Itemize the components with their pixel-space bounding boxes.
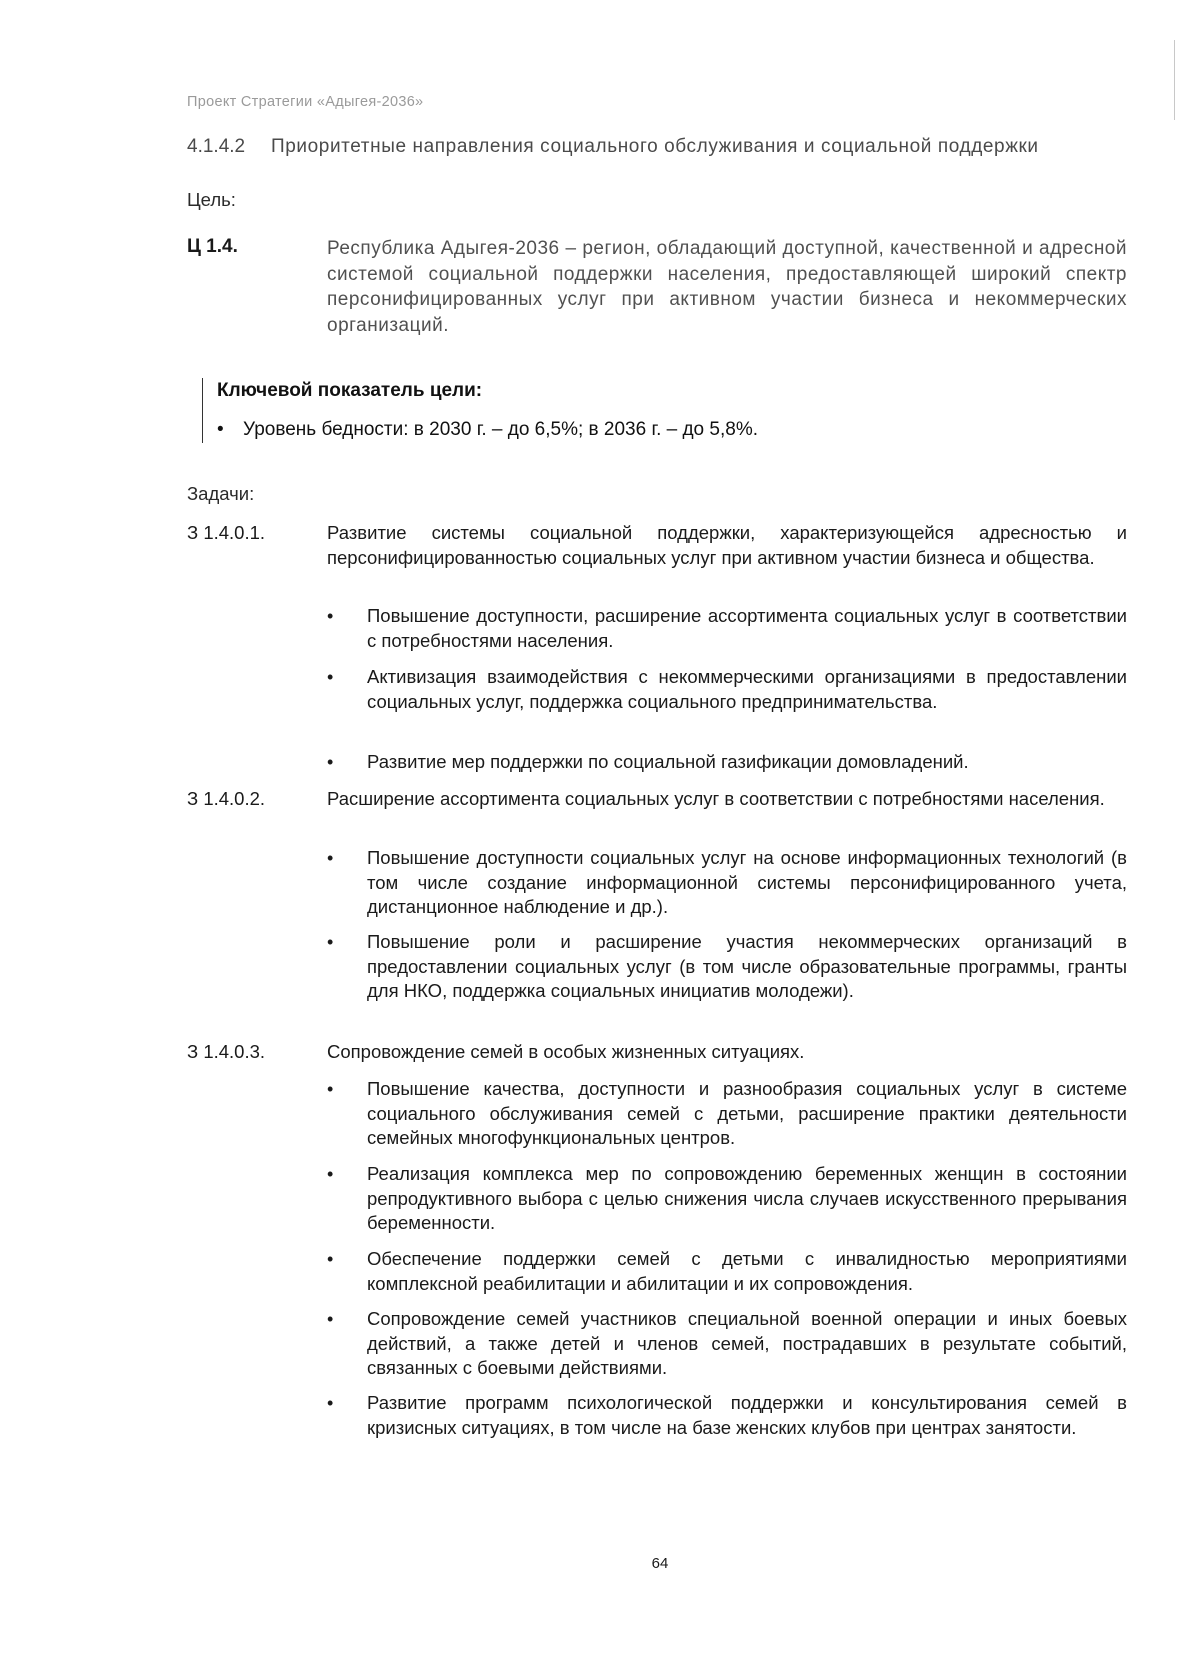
bullet-icon: • (327, 1249, 334, 1269)
list-item (327, 1077, 1127, 1151)
goal-text: Республика Адыгея-2036 – регион, обладающий доступной, качественной и адресной системой социальной поддержки населения, предоставляющей широкий спектр персонифицированных услуг при активном участии бизнеса и некоммерческих организаций. (327, 238, 1127, 336)
bullet-icon: • (327, 606, 334, 626)
bullet-icon: • (217, 419, 224, 440)
list-item-text: Повышение качества, доступности и разнообразия социальных услуг в системе социального обслуживания семей с детьми, расширение практики деятельности семейных многофункциональных центров. (367, 1078, 1127, 1148)
list-item-text: Повышение доступности, расширение ассортимента социальных услуг в соответствии с потребностями населения. (367, 605, 1127, 651)
list-item (327, 930, 1127, 1004)
key-indicator-title: Ключевой показатель цели: (217, 380, 483, 401)
bullet-icon: • (327, 1309, 334, 1329)
list-item-text: Реализация комплекса мер по сопровождению беременных женщин в состоянии репродуктивного выбора с целью снижения числа случаев искусственного прерывания беременности. (367, 1163, 1127, 1233)
key-indicator-box (202, 378, 917, 443)
goal-label: Цель: (187, 189, 236, 210)
list-item-text: Развитие мер поддержки по социальной газификации домовладений. (367, 751, 969, 772)
list-item-text: Активизация взаимодействия с некоммерческими организациями в предоставлении социальных услуг, поддержка социального предпринимательства. (367, 666, 1127, 712)
list-item (327, 1162, 1127, 1236)
list-item-text: Развитие программ психологической поддержки и консультирования семей в кризисных ситуациях, в том числе на базе женских клубов при центрах занятости. (367, 1392, 1127, 1438)
list-item (327, 750, 1127, 775)
running-header: Проект Стратегии «Адыгея-2036» (187, 94, 424, 110)
bullet-icon: • (327, 752, 334, 772)
task-text: Развитие системы социальной поддержки, характеризующейся адресностью и персонифицированностью социальных услуг при активном участии бизнеса и общества. (327, 522, 1127, 568)
task-code: З 1.4.0.1. (187, 522, 266, 543)
bullet-icon: • (327, 1164, 334, 1184)
task-code: З 1.4.0.3. (187, 1041, 266, 1062)
task-item (187, 1040, 1127, 1065)
task-item (187, 521, 1127, 570)
task-item (187, 787, 1127, 812)
list-item (327, 604, 1127, 653)
list-item (327, 1391, 1127, 1440)
goal-row (187, 236, 1127, 338)
list-item-text: Повышение роли и расширение участия некоммерческих организаций в предоставлении социальных услуг (в том числе образовательные программы, гранты для НКО, поддержка социальных инициатив молодежи). (367, 931, 1127, 1001)
list-item (327, 846, 1127, 920)
task-text: Расширение ассортимента социальных услуг в соответствии с потребностями населения. (327, 788, 1105, 809)
section-number: 4.1.4.2 (187, 136, 246, 157)
list-item (327, 1247, 1127, 1296)
list-item (327, 665, 1127, 714)
task-code: З 1.4.0.2. (187, 788, 266, 809)
scan-edge-line (1174, 40, 1175, 120)
page-number: 64 (651, 1555, 669, 1572)
key-indicator-text: Уровень бедности: в 2030 г. – до 6,5%; в 2036 г. – до 5,8%. (243, 419, 758, 440)
section-heading (187, 134, 1087, 159)
goal-code: Ц 1.4. (187, 236, 238, 257)
bullet-icon: • (327, 667, 334, 687)
task-text: Сопровождение семей в особых жизненных ситуациях. (327, 1041, 805, 1062)
bullet-icon: • (327, 1393, 334, 1413)
bullet-icon: • (327, 932, 334, 952)
list-item-text: Повышение доступности социальных услуг на основе информационных технологий (в том числе создание информационной системы персонифицированного учета, дистанционное наблюдение и др.). (367, 847, 1127, 917)
key-indicator-item (217, 417, 917, 443)
list-item-text: Сопровождение семей участников специальной военной операции и иных боевых действий, а также детей и членов семей, пострадавших в результате событий, связанных с боевыми действиями. (367, 1308, 1127, 1378)
bullet-icon: • (327, 848, 334, 868)
tasks-label: Задачи: (187, 483, 255, 504)
section-title: Приоритетные направления социального обслуживания и социальной поддержки (271, 136, 1039, 157)
list-item-text: Обеспечение поддержки семей с детьми с инвалидностью мероприятиями комплексной реабилитации и абилитации и их сопровождения. (367, 1248, 1127, 1294)
list-item (327, 1307, 1127, 1381)
bullet-icon: • (327, 1079, 334, 1099)
